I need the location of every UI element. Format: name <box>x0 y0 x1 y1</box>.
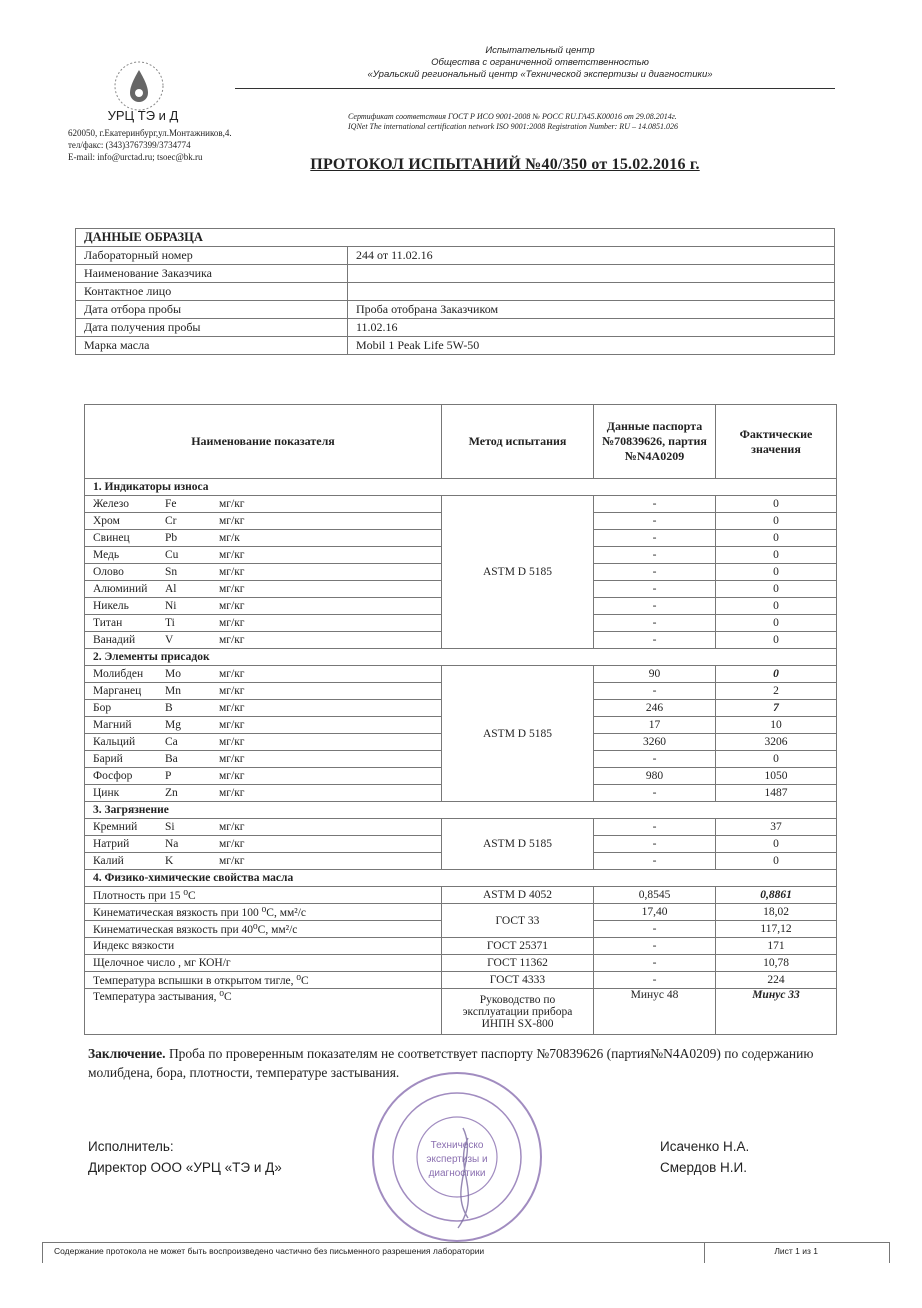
method-cell: ГОСТ 11362 <box>442 955 594 972</box>
passport-value: - <box>594 615 716 632</box>
actual-value: 0 <box>716 513 837 530</box>
indicator-name <box>85 547 442 564</box>
footer-note: Содержание протокола не может быть воспроизведено частично без письменного разрешения лаборатории <box>54 1246 485 1256</box>
phone-line: тел/факс: (343)3767399/3734774 <box>68 140 191 150</box>
passport-value: - <box>594 921 716 938</box>
element-unit: мг/к <box>219 532 240 544</box>
conclusion-label: Заключение. <box>88 1046 166 1061</box>
actual-value: 0 <box>716 836 837 853</box>
indicator-name: Плотность при 15 ⁰С <box>85 887 442 904</box>
passport-value: - <box>594 564 716 581</box>
element-symbol: Pb <box>165 532 178 544</box>
indicator-name: Кинематическая вязкость при 100 ⁰С, мм²/с <box>85 904 442 921</box>
indicator-name <box>85 513 442 530</box>
table-row <box>76 265 835 283</box>
table-row <box>85 989 837 1035</box>
passport-value: 0,8545 <box>594 887 716 904</box>
row-label: Дата получения пробы <box>76 319 348 337</box>
actual-value: 171 <box>716 938 837 955</box>
element-name: Никель <box>93 600 129 612</box>
cert-line: Сертификат соответствия ГОСТ Р ИСО 9001-2008 № РОСС RU.ГА45.К00016 от 29.08.2014г. <box>348 112 677 121</box>
indicator-name <box>85 666 442 683</box>
method-cell: ASTM D 5185 <box>442 819 594 870</box>
element-unit: мг/кг <box>219 566 245 578</box>
passport-value: - <box>594 513 716 530</box>
director-name: Смердов Н.И. <box>660 1160 747 1175</box>
passport-value: - <box>594 581 716 598</box>
section-row <box>85 870 837 887</box>
passport-value: - <box>594 683 716 700</box>
element-unit: мг/кг <box>219 838 245 850</box>
element-name: Кремний <box>93 821 138 833</box>
passport-value: - <box>594 632 716 649</box>
sample-data-table <box>75 228 835 355</box>
indicator-name <box>85 785 442 802</box>
method-cell: ASTM D 5185 <box>442 666 594 802</box>
element-name: Марганец <box>93 685 142 697</box>
certificate-info <box>348 112 818 132</box>
element-symbol: K <box>165 855 174 867</box>
element-name: Хром <box>93 515 120 527</box>
table-row <box>76 337 835 355</box>
indicator-name <box>85 717 442 734</box>
section-title: 4. Физико-химические свойства масла <box>85 870 837 887</box>
passport-value: 17,40 <box>594 904 716 921</box>
actual-value: 37 <box>716 819 837 836</box>
element-symbol: Ba <box>165 753 178 765</box>
element-symbol: Cr <box>165 515 177 527</box>
passport-value: - <box>594 836 716 853</box>
indicator-name <box>85 581 442 598</box>
actual-value: 0 <box>716 751 837 768</box>
element-symbol: Al <box>165 583 177 595</box>
logo-text: УРЦ ТЭ и Д <box>107 108 179 123</box>
element-name: Медь <box>93 549 120 561</box>
element-unit: мг/кг <box>219 617 245 629</box>
row-label: Дата отбора пробы <box>76 301 348 319</box>
executor-label: Исполнитель: <box>88 1139 174 1154</box>
stamp-line: диагностики <box>428 1168 486 1179</box>
element-symbol: B <box>165 702 173 714</box>
actual-value: 0 <box>716 632 837 649</box>
row-label: Контактное лицо <box>76 283 348 301</box>
element-symbol: Sn <box>165 566 178 578</box>
actual-value: 0 <box>716 598 837 615</box>
row-value: 11.02.16 <box>348 319 835 337</box>
element-unit: мг/кг <box>219 634 245 646</box>
element-symbol: Ca <box>165 736 178 748</box>
element-name: Алюминий <box>93 583 148 595</box>
passport-value: - <box>594 819 716 836</box>
actual-value: 2 <box>716 683 837 700</box>
passport-value: - <box>594 496 716 513</box>
passport-value: 3260 <box>594 734 716 751</box>
element-name: Барий <box>93 753 123 765</box>
passport-value: - <box>594 938 716 955</box>
organization-heading <box>330 45 750 81</box>
section-title: 3. Загрязнение <box>85 802 837 819</box>
element-symbol: Ti <box>165 617 175 629</box>
element-name: Бор <box>93 702 112 714</box>
element-unit: мг/кг <box>219 583 245 595</box>
method-cell: ASTM D 4052 <box>442 887 594 904</box>
element-unit: мг/кг <box>219 600 245 612</box>
header-actual: Фактические значения <box>716 405 837 479</box>
indicator-name <box>85 598 442 615</box>
indicator-name <box>85 496 442 513</box>
org-line: «Уральский региональный центр «Технической экспертизы и диагностики» <box>367 69 713 80</box>
element-name: Железо <box>93 498 130 510</box>
passport-value: - <box>594 853 716 870</box>
element-symbol: Zn <box>165 787 178 799</box>
indicator-name: Индекс вязкости <box>85 938 442 955</box>
table-row <box>76 319 835 337</box>
element-name: Магний <box>93 719 132 731</box>
element-name: Молибден <box>93 668 144 680</box>
element-unit: мг/кг <box>219 855 245 867</box>
element-unit: мг/кг <box>219 787 245 799</box>
table-row <box>85 887 837 904</box>
row-label: Наименование Заказчика <box>76 265 348 283</box>
actual-value: 0 <box>716 564 837 581</box>
passport-value: Минус 48 <box>594 989 716 1035</box>
actual-value: 0,8861 <box>716 887 837 904</box>
email-line: E-mail: info@urctad.ru; tsoec@bk.ru <box>68 152 203 162</box>
executor-name: Исаченко Н.А. <box>660 1139 750 1154</box>
indicator-name <box>85 751 442 768</box>
row-value: Проба отобрана Заказчиком <box>348 301 835 319</box>
row-label: Лабораторный номер <box>76 247 348 265</box>
element-name: Титан <box>93 617 123 629</box>
header-name: Наименование показателя <box>85 405 442 479</box>
passport-value: 17 <box>594 717 716 734</box>
actual-value: 0 <box>716 615 837 632</box>
actual-value: 3206 <box>716 734 837 751</box>
element-unit: мг/кг <box>219 821 245 833</box>
method-cell: ГОСТ 4333 <box>442 972 594 989</box>
row-value: 244 от 11.02.16 <box>348 247 835 265</box>
row-value: Mobil 1 Peak Life 5W-50 <box>348 337 835 355</box>
stamp-line: экспертизы и <box>426 1154 488 1165</box>
table-row <box>76 301 835 319</box>
element-name: Цинк <box>93 787 120 799</box>
actual-value: 0 <box>716 666 837 683</box>
address-line: 620050, г.Екатеринбург,ул.Монтажников,4. <box>68 128 232 138</box>
seal-stamp-icon <box>368 1068 546 1246</box>
row-label: Марка масла <box>76 337 348 355</box>
element-unit: мг/кг <box>219 668 245 680</box>
passport-value: - <box>594 751 716 768</box>
actual-value: 0 <box>716 547 837 564</box>
element-name: Ванадий <box>93 634 136 646</box>
header-divider <box>235 88 835 89</box>
actual-value: 224 <box>716 972 837 989</box>
director-label: Директор ООО «УРЦ «ТЭ и Д» <box>88 1160 282 1175</box>
passport-value: - <box>594 972 716 989</box>
element-symbol: Ni <box>165 600 177 612</box>
actual-value: 117,12 <box>716 921 837 938</box>
section-row <box>85 802 837 819</box>
element-symbol: V <box>165 634 174 646</box>
actual-value: 10 <box>716 717 837 734</box>
element-symbol: Mg <box>165 719 181 731</box>
element-symbol: Fe <box>165 498 177 510</box>
actual-value: 7 <box>716 700 837 717</box>
element-name: Калий <box>93 855 124 867</box>
actual-value: 18,02 <box>716 904 837 921</box>
element-unit: мг/кг <box>219 515 245 527</box>
actual-value: 0 <box>716 496 837 513</box>
element-symbol: Cu <box>165 549 179 561</box>
actual-value: Минус 33 <box>716 989 837 1035</box>
element-unit: мг/кг <box>219 549 245 561</box>
indicator-name: Температура вспышки в открытом тигле, ⁰С <box>85 972 442 989</box>
indicator-name <box>85 853 442 870</box>
actual-value: 1050 <box>716 768 837 785</box>
element-symbol: Si <box>165 821 175 833</box>
org-line: Общества с ограниченной ответственностью <box>431 57 649 68</box>
actual-value: 0 <box>716 530 837 547</box>
passport-value: 90 <box>594 666 716 683</box>
conclusion-text: Проба по проверенным показателям не соответствует паспорту №70839626 (партия№N4A0209) по содержанию молибдена, бора, плотности, температуре застывания. <box>88 1046 814 1080</box>
method-cell: ГОСТ 33 <box>442 904 594 938</box>
actual-value: 10,78 <box>716 955 837 972</box>
signatures-right <box>660 1136 749 1178</box>
indicator-name <box>85 836 442 853</box>
row-value <box>348 283 835 301</box>
element-name: Свинец <box>93 532 130 544</box>
element-unit: мг/кг <box>219 770 245 782</box>
passport-value: - <box>594 547 716 564</box>
element-unit: мг/кг <box>219 498 245 510</box>
header-method: Метод испытания <box>442 405 594 479</box>
element-unit: мг/кг <box>219 736 245 748</box>
section-title: 1. Индикаторы износа <box>85 479 837 496</box>
element-name: Натрий <box>93 838 130 850</box>
passport-value: 246 <box>594 700 716 717</box>
actual-value: 0 <box>716 853 837 870</box>
element-unit: мг/кг <box>219 702 245 714</box>
table-row <box>76 247 835 265</box>
table-row <box>85 819 837 836</box>
passport-value: - <box>594 785 716 802</box>
stamp-line: Техническо <box>430 1140 484 1151</box>
org-line: Испытательный центр <box>485 45 595 56</box>
indicator-name <box>85 768 442 785</box>
indicator-name <box>85 615 442 632</box>
method-cell: ГОСТ 25371 <box>442 938 594 955</box>
actual-value: 0 <box>716 581 837 598</box>
results-table <box>84 404 837 1035</box>
actual-value: 1487 <box>716 785 837 802</box>
indicator-name <box>85 683 442 700</box>
table-row <box>85 904 837 921</box>
table-row <box>85 496 837 513</box>
row-value <box>348 265 835 283</box>
sample-heading: ДАННЫЕ ОБРАЗЦА <box>76 229 835 247</box>
table-row <box>85 938 837 955</box>
passport-value: - <box>594 955 716 972</box>
element-unit: мг/кг <box>219 753 245 765</box>
indicator-name: Температура застывания, ⁰С <box>85 989 442 1035</box>
indicator-name <box>85 734 442 751</box>
indicator-name <box>85 564 442 581</box>
indicator-name: Кинематическая вязкость при 40⁰С, мм²/с <box>85 921 442 938</box>
protocol-title: ПРОТОКОЛ ИСПЫТАНИЙ №40/350 от 15.02.2016 г. <box>310 156 700 173</box>
page-footer <box>42 1242 890 1263</box>
element-symbol: Mn <box>165 685 181 697</box>
method-cell: Руководство по эксплуатации прибора ИНПН SX-800 <box>442 989 594 1035</box>
indicator-name <box>85 530 442 547</box>
table-row <box>85 972 837 989</box>
indicator-name <box>85 632 442 649</box>
element-unit: мг/кг <box>219 685 245 697</box>
element-symbol: Na <box>165 838 179 850</box>
element-symbol: P <box>165 770 172 782</box>
signatures-left <box>88 1136 282 1178</box>
element-symbol: Mo <box>165 668 181 680</box>
passport-value: - <box>594 530 716 547</box>
method-cell: ASTM D 5185 <box>442 496 594 649</box>
indicator-name <box>85 819 442 836</box>
header-passport: Данные паспорта №70839626, партия №N4A0209 <box>594 405 716 479</box>
table-row <box>85 955 837 972</box>
indicator-name: Щелочное число , мг КОН/г <box>85 955 442 972</box>
element-unit: мг/кг <box>219 719 245 731</box>
table-row <box>76 283 835 301</box>
sheet-number: Лист 1 из 1 <box>774 1246 818 1256</box>
passport-value: - <box>594 598 716 615</box>
indicator-name <box>85 700 442 717</box>
section-row <box>85 649 837 666</box>
element-name: Кальций <box>93 736 136 748</box>
section-row <box>85 479 837 496</box>
element-name: Фосфор <box>93 770 133 782</box>
cert-line: IQNet The international certification network ISO 9001:2008 Registration Number: RU – 14.0851.026 <box>348 122 678 131</box>
passport-value: 980 <box>594 768 716 785</box>
section-title: 2. Элементы присадок <box>85 649 837 666</box>
table-row <box>85 666 837 683</box>
element-name: Олово <box>93 566 124 578</box>
